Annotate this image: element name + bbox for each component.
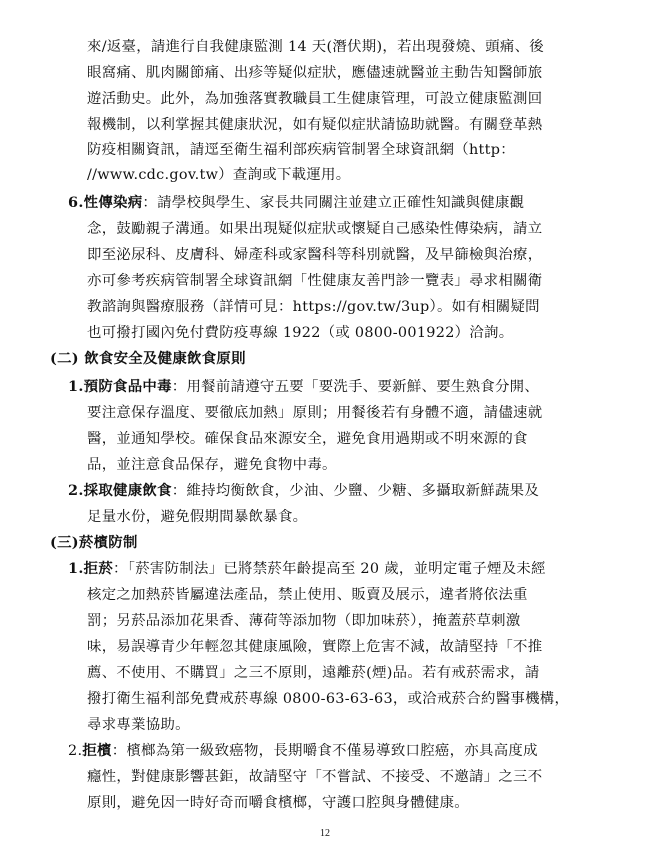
paragraph-line: 原則，避免因一時好奇而嚼食檳榔，守護口腔與身體健康。 (87, 795, 469, 811)
paragraph-line: 罰；另菸品添加花果香、薄荷等添加物（即加味菸），掩蓋菸草刺激 (87, 613, 521, 629)
paragraph-line: 即至泌尿科、皮膚科、婦產科或家醫科等科別就醫，及早篩檢與治療， (87, 247, 543, 263)
list-item-food-poisoning (68, 378, 539, 396)
item-text: ：用餐前請遵守五要「要洗手、要新鮮、要生熟食分開、 (171, 379, 540, 395)
item-title: 性傳染病 (83, 194, 143, 211)
paragraph-line: 品，並注意食品保存，避免食物中毒。 (87, 457, 337, 473)
paragraph-line: //www.cdc.gov.tw）查詢或下載運用。 (87, 167, 351, 183)
paragraph-line: 教諮詢與醫療服務（詳情可見：https://gov.tw/3up）。如有相關疑問 (87, 299, 540, 315)
paragraph-line: 要注意保存溫度、要徹底加熱」原則；用餐後若有身體不適，請儘速就 (87, 405, 543, 421)
section-heading: (三)菸檳防制 (50, 534, 138, 551)
page-number: 12 (320, 828, 330, 839)
paragraph-line: 防疫相關資訊，請逕至衛生福利部疾病管制署全球資訊網（http： (87, 142, 515, 158)
paragraph-line: 遊活動史。此外，為加強落實教職員工生健康管理，可設立健康監測回 (87, 91, 543, 107)
paragraph-line: 亦可參考疾病管制署全球資訊網「性健康友善門診一覽表」尋求相關衛 (87, 273, 543, 289)
paragraph-line: 報機制，以利掌握其健康狀況，如有疑似症狀請協助就醫。有關登革熱 (87, 117, 543, 133)
item-text: ：「菸害防制法」已將禁菸年齡提高至 20 歲，並明定電子煙及未經 (113, 561, 546, 577)
paragraph-line: 足量水份，避免假期間暴飲暴食。 (87, 509, 308, 525)
paragraph-line: 癮性，對健康影響甚鉅，故請堅守「不嘗試、不接受、不邀請」之三不 (87, 769, 543, 785)
item-number: 6. (68, 194, 84, 211)
item-title: 拒檳 (82, 742, 112, 759)
item-title: 採取健康飲食 (83, 482, 172, 499)
item-title: 預防食品中毒 (83, 378, 172, 395)
list-item-no-betel (68, 742, 538, 760)
paragraph-line: 尋求專業協助。 (87, 717, 190, 733)
paragraph-line: 核定之加熱菸皆屬違法產品，禁止使用、販賣及展示，違者將依法重 (87, 587, 528, 603)
item-text: ：請學校與學生、家長共同關注並建立正確性知識與健康觀 (142, 195, 525, 211)
item-number: 2. (68, 743, 83, 759)
list-item-no-smoking (68, 560, 546, 578)
item-text: ：維持均衡飲食，少油、少鹽、少糖、多攝取新鮮蔬果及 (171, 483, 540, 499)
paragraph-line: 薦、不使用、不購買」之三不原則，遠離菸(煙)品。若有戒菸需求，請 (87, 665, 540, 681)
item-title: 拒菸 (83, 560, 114, 577)
paragraph-line: 念，鼓勵親子溝通。如果出現疑似症狀或懷疑自己感染性傳染病，請立 (87, 221, 543, 237)
paragraph-line: 眼窩痛、肌肉關節痛、出疹等疑似症狀，應儘速就醫並主動告知醫師旅 (87, 65, 543, 81)
list-item-healthy-diet (68, 482, 539, 500)
item-number: 1. (68, 560, 84, 577)
list-item-std (68, 194, 524, 212)
item-text: ：檳榔為第一級致癌物，長期嚼食不僅易導致口腔癌，亦具高度成 (111, 743, 538, 759)
item-number: 1. (68, 378, 84, 395)
paragraph-line: 醫，並通知學校。確保食品來源安全，避免食用過期或不明來源的食 (87, 431, 528, 447)
item-number: 2. (68, 482, 84, 499)
paragraph-line: 味，易誤導青少年輕忽其健康風險，實際上危害不減，故請堅持「不推 (87, 639, 543, 655)
section-heading: (二) 飲食安全及健康飲食原則 (50, 350, 246, 367)
paragraph-line: 來/返臺，請進行自我健康監測 14 天(潛伏期)，若出現發燒、頭痛、後 (87, 39, 544, 55)
paragraph-line: 也可撥打國內免付費防疫專線 1922（或 0800-001922）洽詢。 (87, 325, 514, 341)
paragraph-line: 撥打衛生福利部免費戒菸專線 0800-63-63-63，或洽戒菸合約醫事機構， (87, 691, 570, 707)
